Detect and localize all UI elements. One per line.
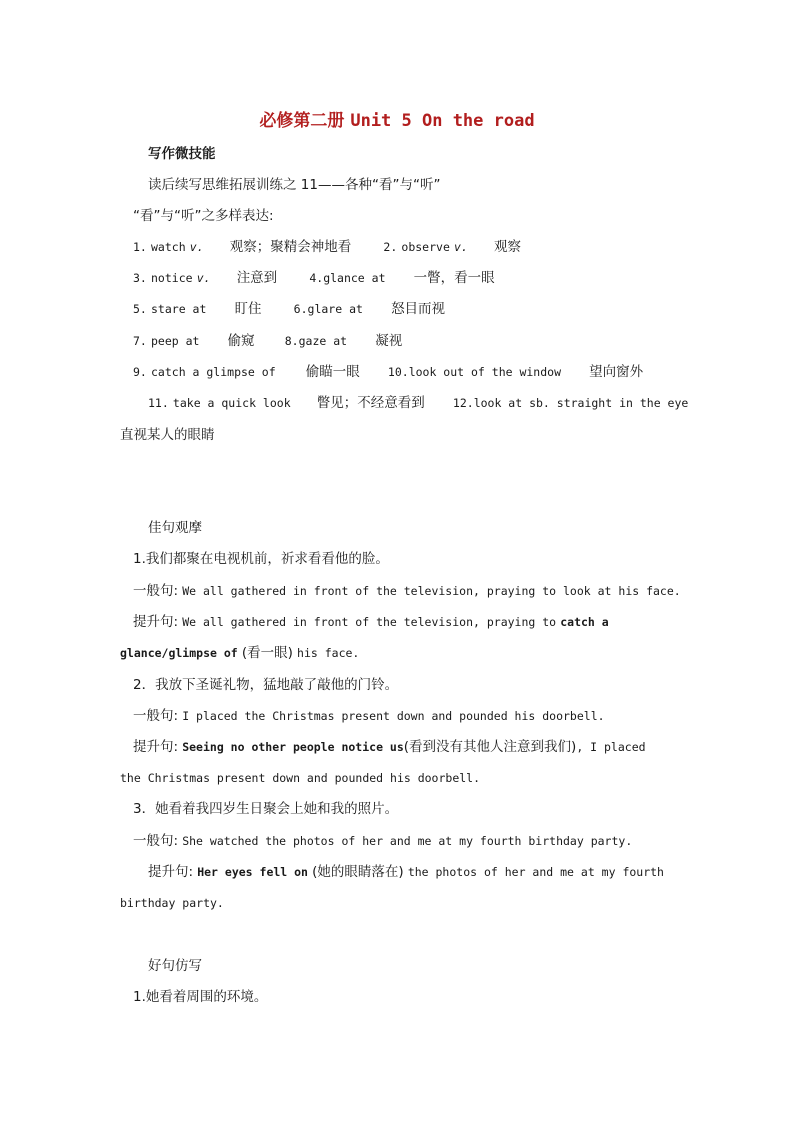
title-zh: 必修第二册	[259, 111, 345, 131]
example-prompt: 3．她看着我四岁生日聚会上她和我的照片。	[133, 801, 399, 817]
vocab-row: 5. stare at 盯住 6.glare at 怒目而视	[133, 301, 446, 317]
vocab-row: 7. peep at 偷窥 8.gaze at 凝视	[133, 333, 403, 349]
example-plain: 一般句: She watched the photos of her and me at my fourth birthday party.	[133, 833, 633, 849]
vocab-row: 3. notice v. 注意到 4.glance at 一瞥，看一眼	[133, 270, 495, 286]
example-plain: 一般句: We all gathered in front of the television, praying to look at his face.	[133, 583, 681, 599]
vocab-row: 11. take a quick look 瞥见；不经意看到 12.look at sb. straight in the eye	[148, 395, 689, 411]
example-upgraded-continued: the Christmas present down and pounded his doorbell.	[120, 771, 481, 785]
vocab-row: 1. watch v. 观察；聚精会神地看 2. observe v. 观察	[133, 239, 522, 255]
example-upgraded: 提升句: Her eyes fell on (她的眼睛落在) the photos of her and me at my fourth	[148, 864, 664, 880]
example-upgraded-continued: glance/glimpse of (看一眼) his face.	[120, 645, 360, 661]
example-upgraded: 提升句: Seeing no other people notice us(看到没有其他人注意到我们), I placed	[133, 739, 646, 755]
example-plain: 一般句: I placed the Christmas present down and pounded his doorbell.	[133, 708, 605, 724]
section-intro: 读后续写思维拓展训练之 11——各种“看”与“听”	[148, 177, 441, 193]
section-heading-imitation: 好句仿写	[148, 958, 202, 974]
title-en: Unit 5 On the road	[350, 111, 535, 131]
section-subheading: “看”与“听”之多样表达:	[133, 208, 274, 224]
vocab-row: 9. catch a glimpse of 偷瞄一眼 10.look out of the window 望向窗外	[133, 364, 644, 380]
section-heading-writing-skills: 写作微技能	[148, 146, 216, 162]
section-heading-examples: 佳句观摩	[148, 520, 202, 536]
page-title	[0, 106, 794, 131]
example-upgraded-continued: birthday party.	[120, 896, 224, 910]
example-prompt: 1.我们都聚在电视机前，祈求看看他的脸。	[133, 551, 389, 567]
example-upgraded: 提升句: We all gathered in front of the television, praying to catch a	[133, 614, 609, 630]
imitation-prompt: 1.她看着周围的环境。	[133, 989, 268, 1005]
example-prompt: 2．我放下圣诞礼物，猛地敲了敲他的门铃。	[133, 677, 399, 693]
vocab-row-continued: 直视某人的眼睛	[120, 427, 215, 443]
